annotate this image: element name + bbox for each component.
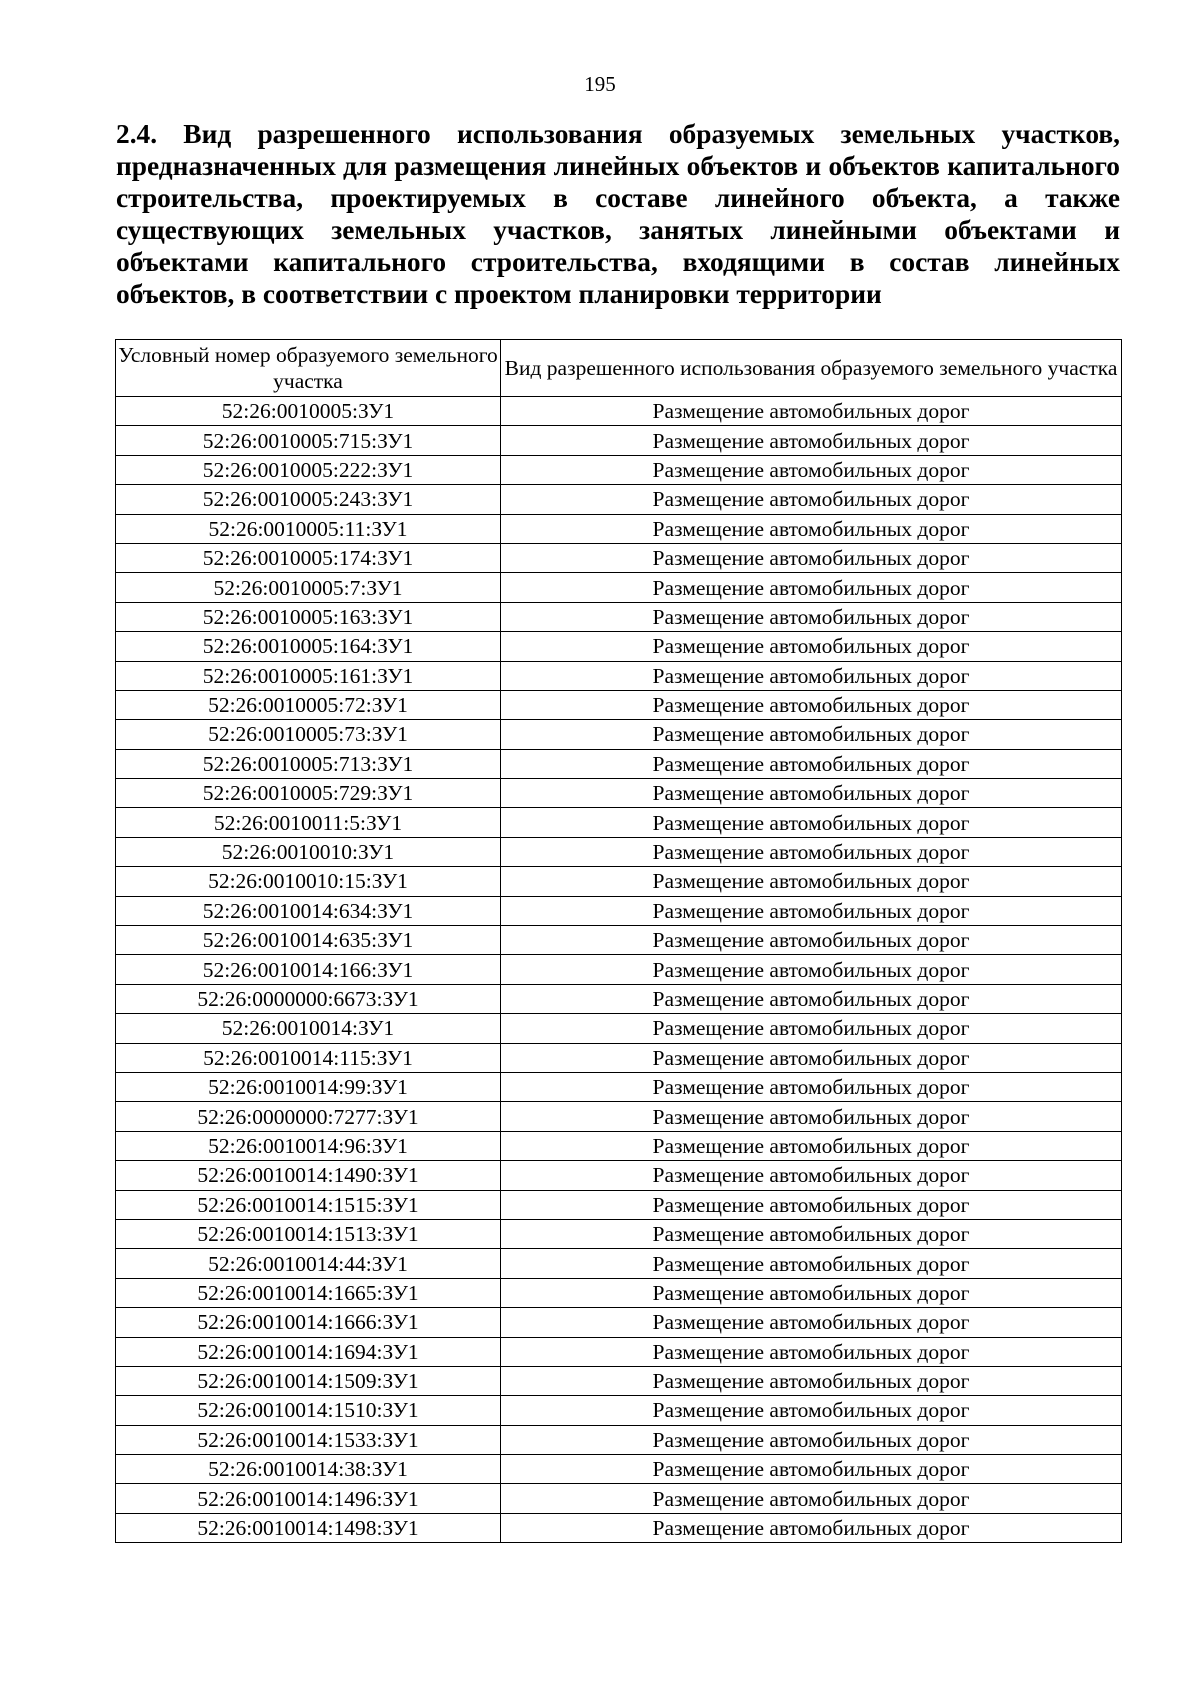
table-row (116, 1219, 1122, 1248)
permitted-use-cell: Размещение автомобильных дорог (501, 955, 1122, 984)
plot-number-cell: 52:26:0010014:96:ЗУ1 (116, 1131, 501, 1160)
plot-number-cell: 52:26:0010014:44:ЗУ1 (116, 1249, 501, 1278)
permitted-use-cell: Размещение автомобильных дорог (501, 1484, 1122, 1513)
permitted-use-cell: Размещение автомобильных дорог (501, 632, 1122, 661)
table-row (116, 1366, 1122, 1395)
permitted-use-cell: Размещение автомобильных дорог (501, 514, 1122, 543)
plot-number-cell: 52:26:0000000:7277:ЗУ1 (116, 1102, 501, 1131)
plot-number-cell: 52:26:0010005:ЗУ1 (116, 397, 501, 426)
permitted-use-cell: Размещение автомобильных дорог (501, 1396, 1122, 1425)
permitted-use-cell: Размещение автомобильных дорог (501, 573, 1122, 602)
plot-number-cell: 52:26:0010014:ЗУ1 (116, 1014, 501, 1043)
table-row (116, 749, 1122, 778)
column-header-permitted-use: Вид разрешенного использования образуемого земельного участка (501, 340, 1122, 397)
table-row (116, 543, 1122, 572)
plot-number-cell: 52:26:0010014:1694:ЗУ1 (116, 1337, 501, 1366)
permitted-use-cell: Размещение автомобильных дорог (501, 1249, 1122, 1278)
table-row (116, 1513, 1122, 1542)
plot-number-cell: 52:26:0010014:1510:ЗУ1 (116, 1396, 501, 1425)
plot-number-cell: 52:26:0010005:222:ЗУ1 (116, 455, 501, 484)
permitted-use-cell: Размещение автомобильных дорог (501, 1308, 1122, 1337)
permitted-use-cell: Размещение автомобильных дорог (501, 1131, 1122, 1160)
table-row (116, 1278, 1122, 1307)
table-row (116, 1190, 1122, 1219)
plot-number-cell: 52:26:0010005:713:ЗУ1 (116, 749, 501, 778)
table-row (116, 1249, 1122, 1278)
table-row (116, 573, 1122, 602)
column-header-plot-number: Условный номер образуемого земельного участка (116, 340, 501, 397)
table-row (116, 1425, 1122, 1454)
table-row (116, 720, 1122, 749)
permitted-use-cell: Размещение автомобильных дорог (501, 1072, 1122, 1101)
permitted-use-cell: Размещение автомобильных дорог (501, 720, 1122, 749)
page-number: 195 (584, 72, 616, 96)
plot-number-cell: 52:26:0010014:635:ЗУ1 (116, 926, 501, 955)
table-row (116, 984, 1122, 1013)
permitted-use-cell: Размещение автомобильных дорог (501, 837, 1122, 866)
plot-number-cell: 52:26:0010014:1498:ЗУ1 (116, 1513, 501, 1542)
plot-number-cell: 52:26:0010005:164:ЗУ1 (116, 632, 501, 661)
table-row (116, 779, 1122, 808)
land-plots-table (115, 339, 1122, 1543)
permitted-use-cell: Размещение автомобильных дорог (501, 1366, 1122, 1395)
plot-number-cell: 52:26:0010010:15:ЗУ1 (116, 867, 501, 896)
plot-number-cell: 52:26:0010014:1513:ЗУ1 (116, 1219, 501, 1248)
plot-number-cell: 52:26:0010005:163:ЗУ1 (116, 602, 501, 631)
permitted-use-cell: Размещение автомобильных дорог (501, 1014, 1122, 1043)
plot-number-cell: 52:26:0010005:73:ЗУ1 (116, 720, 501, 749)
table-row (116, 514, 1122, 543)
table-row (116, 1484, 1122, 1513)
plot-number-cell: 52:26:0010005:243:ЗУ1 (116, 485, 501, 514)
plot-number-cell: 52:26:0010014:1666:ЗУ1 (116, 1308, 501, 1337)
plot-number-cell: 52:26:0010014:634:ЗУ1 (116, 896, 501, 925)
permitted-use-cell: Размещение автомобильных дорог (501, 455, 1122, 484)
table-row (116, 896, 1122, 925)
plot-number-cell: 52:26:0010014:1515:ЗУ1 (116, 1190, 501, 1219)
section-heading: 2.4. Вид разрешенного использования образуемых земельных участков, предназначенных для размещения линейных объектов и объектов капитального строительства, проектируемых в составе линейного объекта, а также существующих земельных участков, занятых линейными объектами и объектами капитального строительства, входящими в состав линейных объектов, в соответствии с проектом планировки территории (116, 119, 1120, 309)
permitted-use-cell: Размещение автомобильных дорог (501, 1219, 1122, 1248)
table-row (116, 690, 1122, 719)
plot-number-cell: 52:26:0010014:38:ЗУ1 (116, 1455, 501, 1484)
permitted-use-cell: Размещение автомобильных дорог (501, 896, 1122, 925)
permitted-use-cell: Размещение автомобильных дорог (501, 1337, 1122, 1366)
plot-number-cell: 52:26:0000000:6673:ЗУ1 (116, 984, 501, 1013)
plot-number-cell: 52:26:0010014:1490:ЗУ1 (116, 1161, 501, 1190)
permitted-use-cell: Размещение автомобильных дорог (501, 1425, 1122, 1454)
permitted-use-cell: Размещение автомобильных дорог (501, 926, 1122, 955)
plot-number-cell: 52:26:0010014:115:ЗУ1 (116, 1043, 501, 1072)
table-body (116, 397, 1122, 1543)
plot-number-cell: 52:26:0010014:166:ЗУ1 (116, 955, 501, 984)
table-row (116, 1014, 1122, 1043)
plot-number-cell: 52:26:0010011:5:ЗУ1 (116, 808, 501, 837)
permitted-use-cell: Размещение автомобильных дорог (501, 779, 1122, 808)
table-row (116, 808, 1122, 837)
plot-number-cell: 52:26:0010014:1533:ЗУ1 (116, 1425, 501, 1454)
table-row (116, 1131, 1122, 1160)
table-row (116, 1396, 1122, 1425)
table-row (116, 426, 1122, 455)
permitted-use-cell: Размещение автомобильных дорог (501, 397, 1122, 426)
table-row (116, 397, 1122, 426)
permitted-use-cell: Размещение автомобильных дорог (501, 1161, 1122, 1190)
permitted-use-cell: Размещение автомобильных дорог (501, 984, 1122, 1013)
table-row (116, 632, 1122, 661)
table-row (116, 955, 1122, 984)
table-header-row (116, 340, 1122, 397)
table-row (116, 661, 1122, 690)
table-row (116, 1043, 1122, 1072)
plot-number-cell: 52:26:0010014:1496:ЗУ1 (116, 1484, 501, 1513)
plot-number-cell: 52:26:0010010:ЗУ1 (116, 837, 501, 866)
plot-number-cell: 52:26:0010005:715:ЗУ1 (116, 426, 501, 455)
plot-number-cell: 52:26:0010005:161:ЗУ1 (116, 661, 501, 690)
table-row (116, 926, 1122, 955)
plot-number-cell: 52:26:0010014:1665:ЗУ1 (116, 1278, 501, 1307)
table-row (116, 1337, 1122, 1366)
plot-number-cell: 52:26:0010005:72:ЗУ1 (116, 690, 501, 719)
permitted-use-cell: Размещение автомобильных дорог (501, 808, 1122, 837)
table-row (116, 1072, 1122, 1101)
permitted-use-cell: Размещение автомобильных дорог (501, 1455, 1122, 1484)
permitted-use-cell: Размещение автомобильных дорог (501, 426, 1122, 455)
permitted-use-cell: Размещение автомобильных дорог (501, 1190, 1122, 1219)
permitted-use-cell: Размещение автомобильных дорог (501, 1278, 1122, 1307)
plot-number-cell: 52:26:0010005:11:ЗУ1 (116, 514, 501, 543)
table-row (116, 837, 1122, 866)
permitted-use-cell: Размещение автомобильных дорог (501, 661, 1122, 690)
table-row (116, 455, 1122, 484)
permitted-use-cell: Размещение автомобильных дорог (501, 1513, 1122, 1542)
table-row (116, 1308, 1122, 1337)
plot-number-cell: 52:26:0010005:7:ЗУ1 (116, 573, 501, 602)
table-row (116, 1455, 1122, 1484)
permitted-use-cell: Размещение автомобильных дорог (501, 1043, 1122, 1072)
table-header (116, 340, 1122, 397)
table-row (116, 1161, 1122, 1190)
permitted-use-cell: Размещение автомобильных дорог (501, 602, 1122, 631)
table-row (116, 867, 1122, 896)
permitted-use-cell: Размещение автомобильных дорог (501, 867, 1122, 896)
plot-number-cell: 52:26:0010014:99:ЗУ1 (116, 1072, 501, 1101)
permitted-use-cell: Размещение автомобильных дорог (501, 749, 1122, 778)
plot-number-cell: 52:26:0010005:174:ЗУ1 (116, 543, 501, 572)
plot-number-cell: 52:26:0010014:1509:ЗУ1 (116, 1366, 501, 1395)
permitted-use-cell: Размещение автомобильных дорог (501, 543, 1122, 572)
table-row (116, 485, 1122, 514)
plot-number-cell: 52:26:0010005:729:ЗУ1 (116, 779, 501, 808)
table-row (116, 602, 1122, 631)
table-row (116, 1102, 1122, 1131)
permitted-use-cell: Размещение автомобильных дорог (501, 690, 1122, 719)
permitted-use-cell: Размещение автомобильных дорог (501, 485, 1122, 514)
permitted-use-cell: Размещение автомобильных дорог (501, 1102, 1122, 1131)
